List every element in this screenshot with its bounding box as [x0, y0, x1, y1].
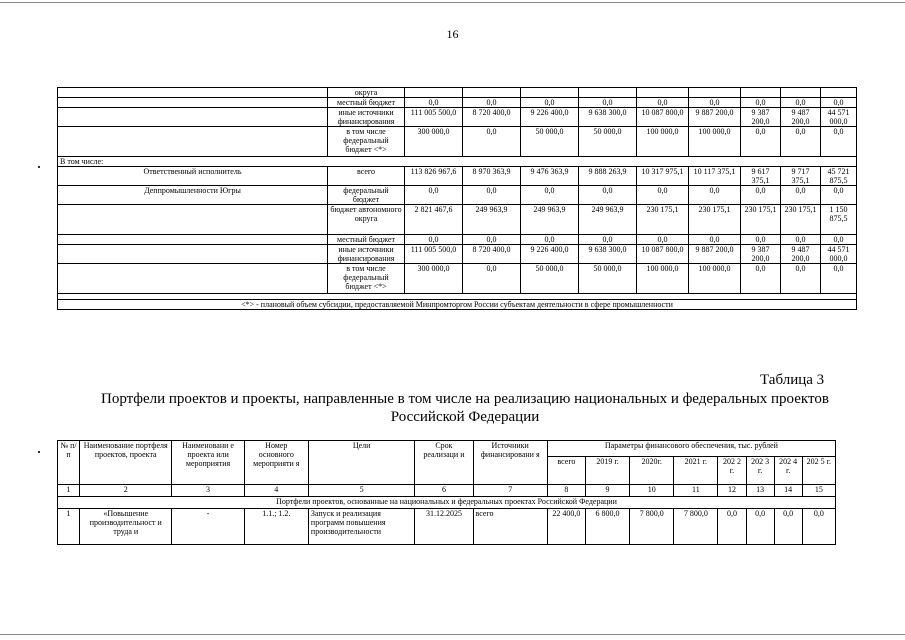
- table-cell: в том числе федеральный бюджет <*>: [328, 127, 405, 157]
- table-cell: 0,0: [463, 186, 521, 205]
- column-number: 10: [630, 485, 674, 497]
- table-cell: 50 000,0: [579, 264, 637, 294]
- table-cell: 0,0: [741, 98, 781, 108]
- table-cell: 44 571 000,0: [821, 108, 857, 127]
- table-cell: 100 000,0: [637, 127, 689, 157]
- table-cell: 0,0: [781, 127, 821, 157]
- table-cell: Запуск и реализация программ повышения производительности: [308, 509, 414, 545]
- table-row: [58, 88, 857, 98]
- table-cell: 9 476 363,9: [521, 167, 579, 186]
- table-cell: [781, 88, 821, 98]
- table-cell: 0,0: [521, 235, 579, 245]
- table-cell: 8 720 400,0: [463, 108, 521, 127]
- table-cell: [741, 88, 781, 98]
- table-row: [58, 186, 857, 205]
- footnote: <*> - плановый объем субсидии, предоставляемой Минпромторгом России субъектам деятельности в сфере промышленности: [58, 300, 857, 310]
- table-cell: 0,0: [741, 235, 781, 245]
- table-cell: 0,0: [463, 235, 521, 245]
- table-cell: 0,0: [579, 98, 637, 108]
- section-row: Портфели проектов, основанные на национальных и федеральных проектах Российской Федерации: [58, 497, 836, 509]
- header-year: всего: [547, 457, 585, 485]
- table-cell: 0,0: [637, 98, 689, 108]
- header-year: 2019 г.: [585, 457, 629, 485]
- table-cell: 230 175,1: [741, 205, 781, 235]
- column-number: 11: [674, 485, 718, 497]
- table-cell: 0,0: [405, 235, 463, 245]
- financing-table: [57, 87, 857, 310]
- table-cell: -: [172, 509, 244, 545]
- header-year: 202 2 г.: [718, 457, 746, 485]
- table-cell: 10 117 375,1: [689, 167, 741, 186]
- header-year: 202 3 г.: [746, 457, 774, 485]
- table-cell: 0,0: [746, 509, 774, 545]
- column-number: 6: [415, 485, 473, 497]
- header-year: 2020г.: [630, 457, 674, 485]
- table-cell: 0,0: [781, 98, 821, 108]
- table-cell: 9 226 400,0: [521, 108, 579, 127]
- table-row: [58, 235, 857, 245]
- column-number: 4: [244, 485, 308, 497]
- column-number: 13: [746, 485, 774, 497]
- header-year: 202 4 г.: [774, 457, 802, 485]
- table-cell: местный бюджет: [328, 235, 405, 245]
- table-cell: 8 970 363,9: [463, 167, 521, 186]
- table-cell: [521, 88, 579, 98]
- column-number: 8: [547, 485, 585, 497]
- header-sources: Источники финансировани я: [473, 441, 547, 485]
- table-row: [58, 167, 857, 186]
- table-cell: [58, 245, 328, 264]
- table-cell: 0,0: [521, 186, 579, 205]
- table-cell: [821, 88, 857, 98]
- table-cell: 0,0: [405, 186, 463, 205]
- table-cell: 300 000,0: [405, 127, 463, 157]
- table-cell: [58, 108, 328, 127]
- table-cell: всего: [328, 167, 405, 186]
- table-cell: 50 000,0: [521, 264, 579, 294]
- table-cell: 9 617 375,1: [741, 167, 781, 186]
- table-cell: 249 963,9: [579, 205, 637, 235]
- scan-top-edge: [0, 2, 905, 3]
- table-row: [58, 245, 857, 264]
- table-cell: 10 317 975,1: [637, 167, 689, 186]
- table-cell: в том числе федеральный бюджет <*>: [328, 264, 405, 294]
- table-cell: [579, 88, 637, 98]
- table-cell: 9 387 200,0: [741, 245, 781, 264]
- header-goals: Цели: [308, 441, 414, 485]
- table-cell: [58, 88, 328, 98]
- scan-bottom-edge: [0, 634, 905, 635]
- table-cell: [689, 88, 741, 98]
- table-cell: Ответственный исполнитель: [58, 167, 328, 186]
- header-project-name: Наименовани е проекта или мероприятия: [172, 441, 244, 485]
- table-label: Таблица 3: [760, 372, 825, 388]
- table-cell: 9 888 263,9: [579, 167, 637, 186]
- table-cell: [405, 88, 463, 98]
- table-cell: 0,0: [463, 264, 521, 294]
- table-cell: иные источники финансирования: [328, 245, 405, 264]
- table-cell: В том числе:: [58, 157, 857, 167]
- table-cell: 0,0: [774, 509, 802, 545]
- table-cell: 0,0: [781, 186, 821, 205]
- header-year: 202 5 г.: [802, 457, 835, 485]
- table-cell: федеральный бюджет: [328, 186, 405, 205]
- column-number: 14: [774, 485, 802, 497]
- header-no: № п/ п: [58, 441, 80, 485]
- table-cell: 230 175,1: [781, 205, 821, 235]
- table-cell: 100 000,0: [689, 127, 741, 157]
- column-number: 7: [473, 485, 547, 497]
- header-portfolio-name: Наименование портфеля проектов, проекта: [80, 441, 172, 485]
- table-cell: 0,0: [405, 98, 463, 108]
- table-cell: [463, 88, 521, 98]
- table-cell: 0,0: [821, 186, 857, 205]
- table-cell: 0,0: [637, 186, 689, 205]
- column-number: 3: [172, 485, 244, 497]
- table-cell: 113 826 967,6: [405, 167, 463, 186]
- table-cell: 9 717 375,1: [781, 167, 821, 186]
- header-event-number: Номер основного мероприяти я: [244, 441, 308, 485]
- table-row: [58, 98, 857, 108]
- table-cell: 9 487 200,0: [781, 245, 821, 264]
- table-cell: 300 000,0: [405, 264, 463, 294]
- table-cell: бюджет автономного округа: [328, 205, 405, 235]
- table-cell: 22 400,0: [547, 509, 585, 545]
- table-cell: 0,0: [781, 235, 821, 245]
- scan-dot: [38, 451, 40, 453]
- table-row: [58, 157, 857, 167]
- table-cell: 0,0: [821, 235, 857, 245]
- table-cell: 0,0: [821, 264, 857, 294]
- table-cell: 44 571 000,0: [821, 245, 857, 264]
- header-term: Срок реализаци и: [415, 441, 473, 485]
- table-cell: 249 963,9: [463, 205, 521, 235]
- table-cell: 7 800,0: [630, 509, 674, 545]
- table-cell: всего: [473, 509, 547, 545]
- table-cell: 8 720 400,0: [463, 245, 521, 264]
- section-title: Портфели проектов и проекты, направленные в том числе на реализацию национальных и федеральных проектов Российской Федерации: [101, 391, 829, 425]
- table-cell: местный бюджет: [328, 98, 405, 108]
- table-cell: 2 821 467,6: [405, 205, 463, 235]
- table-cell: 1.1.; 1.2.: [244, 509, 308, 545]
- table-cell: 230 175,1: [637, 205, 689, 235]
- table-cell: округа: [328, 88, 405, 98]
- table-cell: 10 087 800,0: [637, 245, 689, 264]
- page-number: 16: [446, 27, 459, 41]
- table-cell: 0,0: [821, 98, 857, 108]
- table-cell: 0,0: [718, 509, 746, 545]
- table-cell: 9 387 200,0: [741, 108, 781, 127]
- table-cell: 0,0: [463, 98, 521, 108]
- table-cell: 111 005 500,0: [405, 245, 463, 264]
- table-cell: 111 005 500,0: [405, 108, 463, 127]
- table-row: [58, 108, 857, 127]
- table-cell: 100 000,0: [637, 264, 689, 294]
- table-cell: 0,0: [637, 235, 689, 245]
- table-cell: 0,0: [741, 127, 781, 157]
- table-cell: 9 487 200,0: [781, 108, 821, 127]
- column-number: 2: [80, 485, 172, 497]
- table-cell: 0,0: [741, 264, 781, 294]
- table-cell: Деппромышленности Югры: [58, 186, 328, 205]
- projects-table: [57, 440, 836, 545]
- table-cell: 0,0: [689, 98, 741, 108]
- table-cell: [637, 88, 689, 98]
- header-year: 2021 г.: [674, 457, 718, 485]
- table-row: [58, 127, 857, 157]
- table-cell: 9 638 300,0: [579, 108, 637, 127]
- column-number: 15: [802, 485, 835, 497]
- table-cell: 50 000,0: [521, 127, 579, 157]
- table-cell: [58, 235, 328, 245]
- table-cell: 0,0: [689, 235, 741, 245]
- table-cell: 0,0: [579, 235, 637, 245]
- table-cell: 7 800,0: [674, 509, 718, 545]
- column-number: 12: [718, 485, 746, 497]
- table-cell: 230 175,1: [689, 205, 741, 235]
- table-cell: 0,0: [689, 186, 741, 205]
- table-cell: 50 000,0: [579, 127, 637, 157]
- table-cell: 9 887 200,0: [689, 108, 741, 127]
- table-row: [58, 205, 857, 235]
- table-cell: 10 087 800,0: [637, 108, 689, 127]
- column-number: 1: [58, 485, 80, 497]
- table-cell: 0,0: [463, 127, 521, 157]
- table-cell: [58, 264, 328, 294]
- table-cell: 0,0: [521, 98, 579, 108]
- table-cell: 0,0: [741, 186, 781, 205]
- column-number: 9: [585, 485, 629, 497]
- table-cell: 45 721 875,5: [821, 167, 857, 186]
- table-cell: 0,0: [821, 127, 857, 157]
- table-cell: иные источники финансирования: [328, 108, 405, 127]
- table-cell: 9 638 300,0: [579, 245, 637, 264]
- table-row: [58, 264, 857, 294]
- table-cell: [58, 127, 328, 157]
- table-cell: 100 000,0: [689, 264, 741, 294]
- table-cell: 0,0: [802, 509, 835, 545]
- table-cell: 9 887 200,0: [689, 245, 741, 264]
- table-cell: «Повышение производительност и труда и: [80, 509, 172, 545]
- table-cell: 249 963,9: [521, 205, 579, 235]
- table-cell: 31.12.2025: [415, 509, 473, 545]
- table-cell: 1 150 875,5: [821, 205, 857, 235]
- table-cell: 0,0: [579, 186, 637, 205]
- table-cell: [58, 98, 328, 108]
- scan-dot: [38, 166, 40, 168]
- table-cell: [58, 205, 328, 235]
- column-number: 5: [308, 485, 414, 497]
- table-cell: 9 226 400,0: [521, 245, 579, 264]
- table-cell: 0,0: [781, 264, 821, 294]
- table-cell: 6 800,0: [585, 509, 629, 545]
- table-cell: 1: [58, 509, 80, 545]
- header-financial-params: Параметры финансового обеспечения, тыс. рублей: [547, 441, 835, 457]
